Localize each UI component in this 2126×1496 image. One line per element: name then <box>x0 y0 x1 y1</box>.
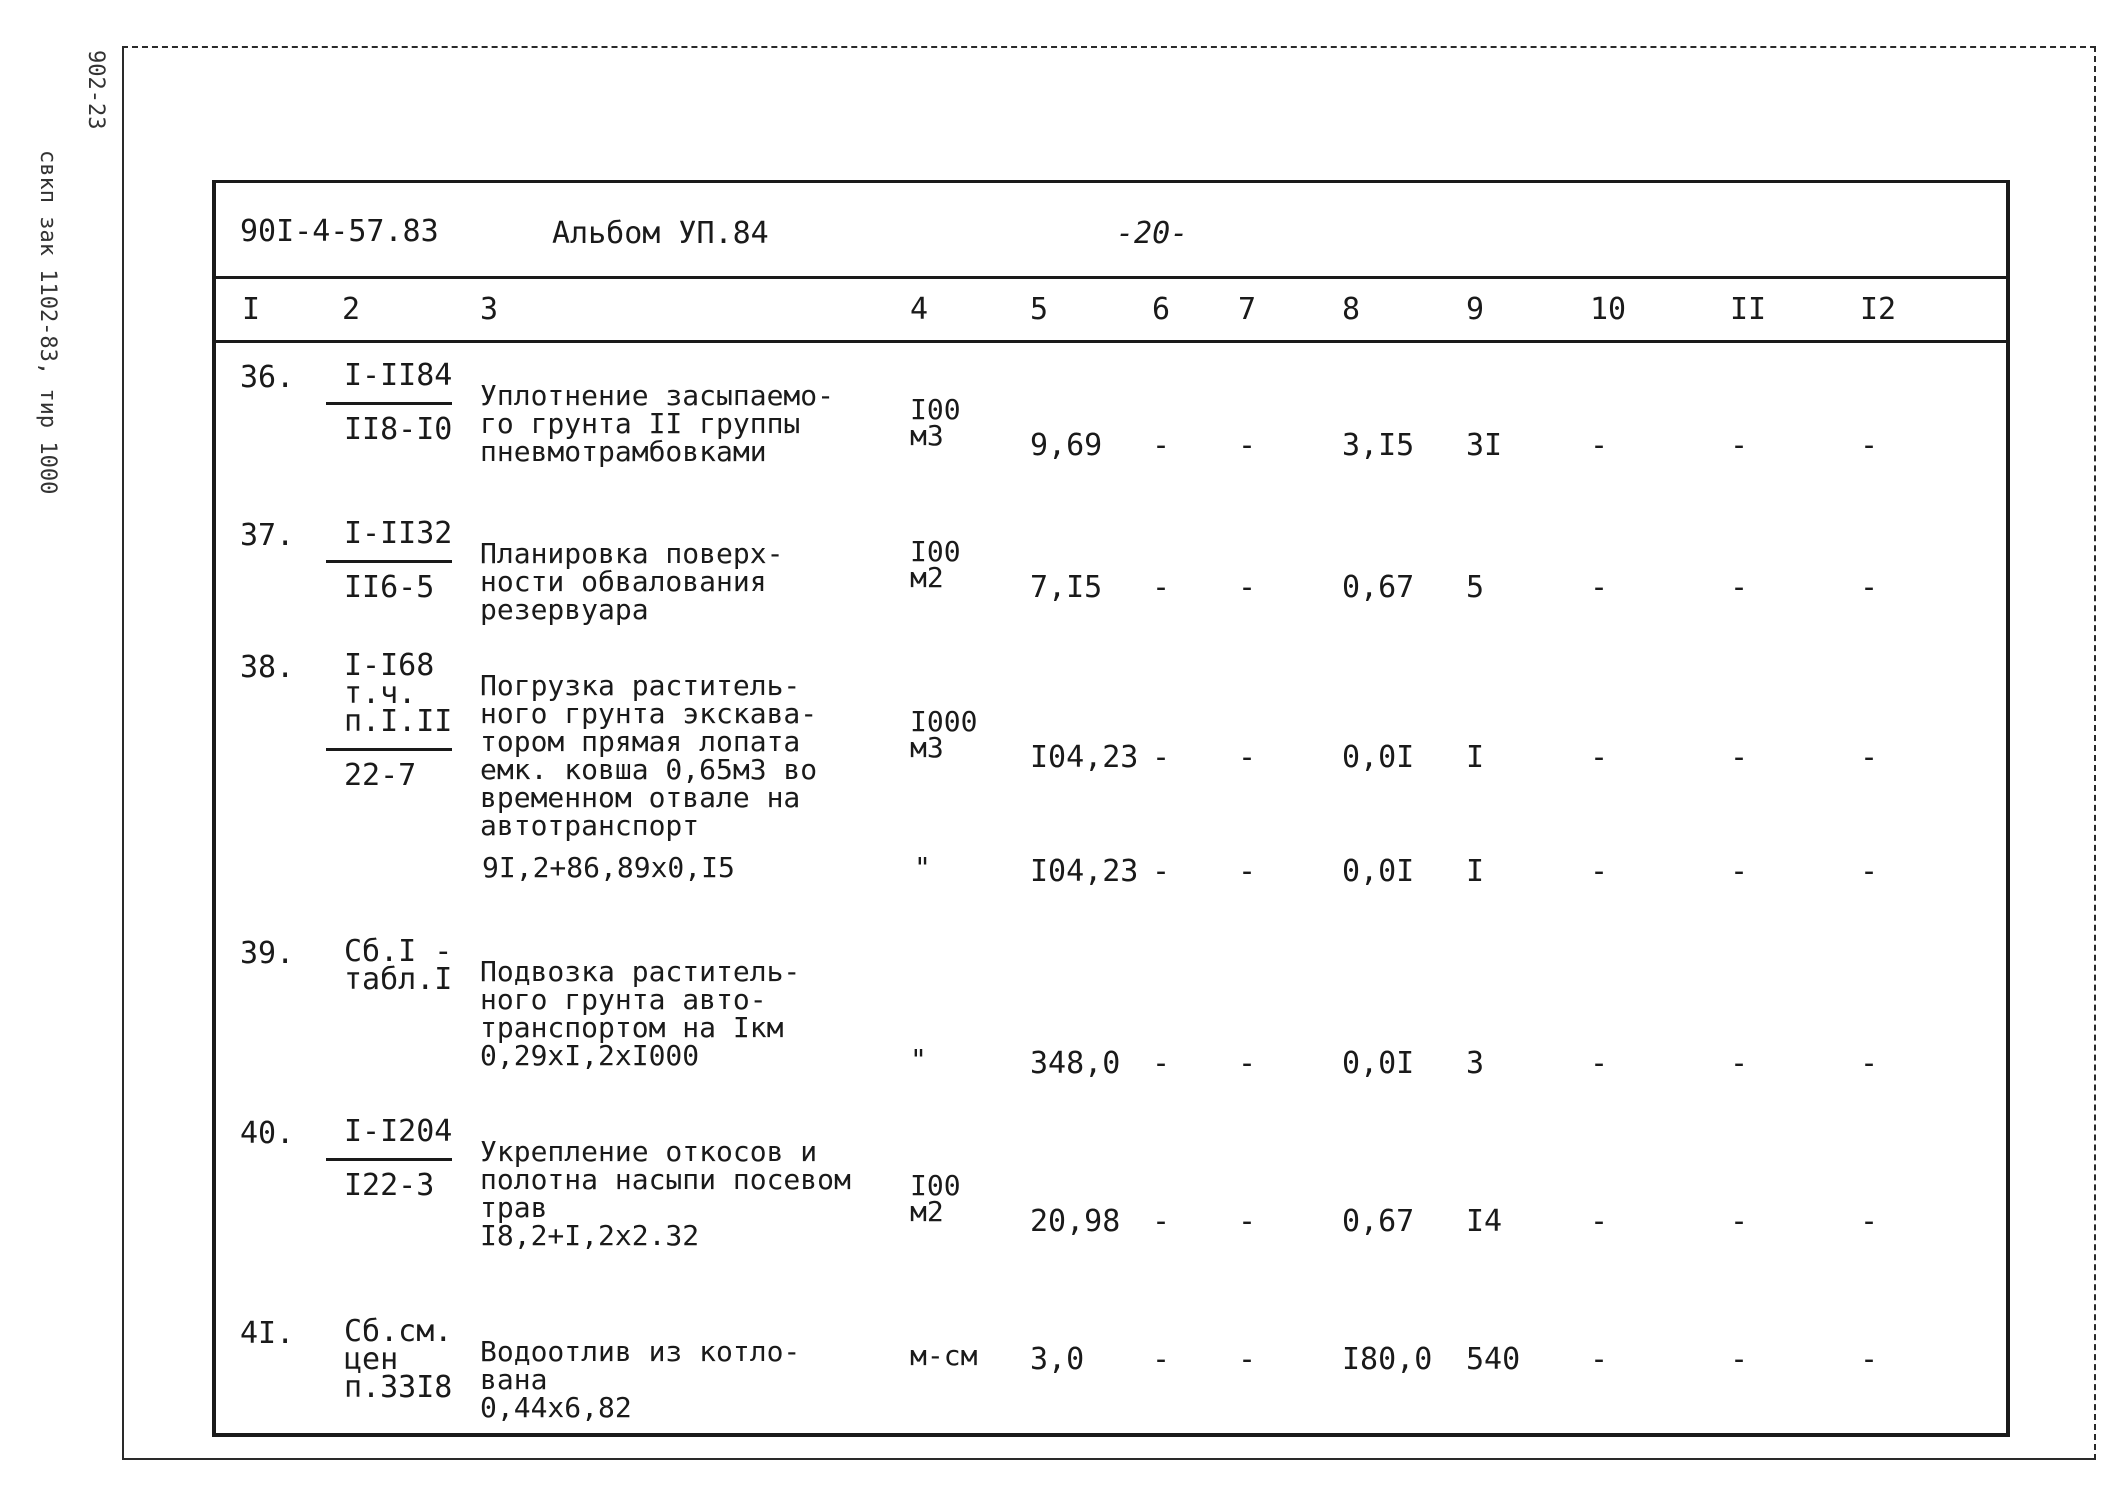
row-cell-c11: - <box>1730 1204 1749 1239</box>
row-cell-c7: - <box>1238 428 1257 463</box>
row-description-line: I8,2+I,2x2.32 <box>480 1219 700 1252</box>
row-cell-c5: 7,I5 <box>1030 570 1103 605</box>
row-unit: м3 <box>910 731 944 764</box>
header-rule <box>216 276 2006 279</box>
row-cell-c5: 9,69 <box>1030 428 1103 463</box>
margin-stamp-side: свкп зак 1102-83, тир 1000 <box>35 150 60 495</box>
row-sub-description: 9I,2+86,89x0,I5 <box>482 851 735 884</box>
row-unit: м2 <box>910 561 944 594</box>
row-unit: I000 <box>910 705 978 738</box>
row-description-line: пневмотрамбовками <box>480 435 767 468</box>
row-description-line: Укрепление откосов и <box>480 1135 818 1168</box>
row-cell-c6: - <box>1152 1204 1171 1239</box>
row-description-line: трав <box>480 1191 548 1224</box>
row-sub-cell-c11: - <box>1730 854 1749 889</box>
row-description-line: Погрузка раститель- <box>480 669 801 702</box>
row-cell-c9: 3I <box>1466 428 1503 463</box>
row-cell-c5: 20,98 <box>1030 1204 1121 1239</box>
row-sub-cell-c7: - <box>1238 854 1257 889</box>
row-code-top: цен <box>344 1342 399 1377</box>
row-cell-c12: - <box>1860 1046 1879 1081</box>
margin-stamp-top: 902-23 <box>83 50 108 130</box>
row-unit: I00 <box>910 535 961 568</box>
column-number: 9 <box>1466 292 1485 327</box>
row-number: 38. <box>240 650 295 685</box>
row-unit: I00 <box>910 393 961 426</box>
row-description-line: ного грунта авто- <box>480 983 767 1016</box>
row-cell-c8: 0,67 <box>1342 1204 1415 1239</box>
row-cell-c10: - <box>1590 1342 1609 1377</box>
row-sub-cell-c5: I04,23 <box>1030 854 1139 889</box>
row-cell-c10: - <box>1590 1204 1609 1239</box>
column-header-rule <box>216 340 2006 343</box>
column-number: 5 <box>1030 292 1049 327</box>
row-cell-c12: - <box>1860 1204 1879 1239</box>
row-cell-c5: 348,0 <box>1030 1046 1121 1081</box>
album-title: Альбом УП.84 <box>552 216 769 251</box>
row-code-top: I-I68 <box>344 648 435 683</box>
row-code-top: I-I204 <box>344 1114 453 1149</box>
row-description-line: автотранспорт <box>480 809 700 842</box>
row-cell-c8: 0,0I <box>1342 740 1415 775</box>
code-fraction-line <box>326 748 452 751</box>
row-code-bottom: II6-5 <box>344 570 435 605</box>
column-number: I2 <box>1860 292 1897 327</box>
row-cell-c8: 3,I5 <box>1342 428 1415 463</box>
row-cell-c6: - <box>1152 740 1171 775</box>
row-unit: " <box>910 1043 927 1076</box>
row-cell-c7: - <box>1238 1046 1257 1081</box>
row-cell-c11: - <box>1730 740 1749 775</box>
row-cell-c12: - <box>1860 740 1879 775</box>
row-cell-c11: - <box>1730 1046 1749 1081</box>
row-unit: м-см <box>910 1339 978 1372</box>
row-cell-c6: - <box>1152 1342 1171 1377</box>
column-number: 6 <box>1152 292 1171 327</box>
row-description-line: Подвозка раститель- <box>480 955 801 988</box>
row-cell-c9: I <box>1466 740 1485 775</box>
row-description-line: Уплотнение засыпаемо- <box>480 379 835 412</box>
row-description-line: полотна насыпи посевом <box>480 1163 851 1196</box>
column-number: 10 <box>1590 292 1627 327</box>
row-cell-c9: I4 <box>1466 1204 1503 1239</box>
row-code-top: п.33I8 <box>344 1370 453 1405</box>
row-description-line: тором прямая лопата <box>480 725 801 758</box>
row-description-line: резервуара <box>480 593 649 626</box>
row-code-bottom: I22-3 <box>344 1168 435 1203</box>
column-number: 2 <box>342 292 361 327</box>
row-description-line: 0,44x6,82 <box>480 1391 632 1424</box>
row-code-bottom: II8-I0 <box>344 412 453 447</box>
row-cell-c9: 3 <box>1466 1046 1485 1081</box>
row-number: 36. <box>240 360 295 395</box>
row-description-line: 0,29xI,2xI000 <box>480 1039 700 1072</box>
row-sub-cell-c12: - <box>1860 854 1879 889</box>
row-cell-c6: - <box>1152 570 1171 605</box>
page-number: -20- <box>1116 216 1189 251</box>
row-code-top: Сб.I - <box>344 934 453 969</box>
row-description-line: ности обвалования <box>480 565 767 598</box>
row-unit: м2 <box>910 1195 944 1228</box>
row-cell-c5: I04,23 <box>1030 740 1139 775</box>
row-code-top: I-II84 <box>344 358 453 393</box>
row-cell-c10: - <box>1590 1046 1609 1081</box>
row-cell-c7: - <box>1238 1342 1257 1377</box>
document-code: 90I-4-57.83 <box>240 214 439 249</box>
row-cell-c6: - <box>1152 1046 1171 1081</box>
row-cell-c10: - <box>1590 428 1609 463</box>
row-cell-c5: 3,0 <box>1030 1342 1085 1377</box>
row-description-line: Планировка поверх- <box>480 537 784 570</box>
row-description-line: го грунта II группы <box>480 407 801 440</box>
row-sub-cell-c10: - <box>1590 854 1609 889</box>
row-description-line: Водоотлив из котло- <box>480 1335 801 1368</box>
code-fraction-line <box>326 560 452 563</box>
row-cell-c7: - <box>1238 740 1257 775</box>
column-number: 3 <box>480 292 499 327</box>
row-cell-c8: 0,0I <box>1342 1046 1415 1081</box>
row-cell-c12: - <box>1860 1342 1879 1377</box>
code-fraction-line <box>326 1158 452 1161</box>
row-number: 37. <box>240 518 295 553</box>
row-code-bottom: 22-7 <box>344 758 417 793</box>
column-number: 8 <box>1342 292 1361 327</box>
row-cell-c9: 540 <box>1466 1342 1521 1377</box>
row-cell-c11: - <box>1730 428 1749 463</box>
row-sub-cell-c8: 0,0I <box>1342 854 1415 889</box>
row-sub-cell-c9: I <box>1466 854 1485 889</box>
row-description-line: ного грунта экскава- <box>480 697 818 730</box>
row-cell-c8: 0,67 <box>1342 570 1415 605</box>
row-cell-c7: - <box>1238 1204 1257 1239</box>
code-fraction-line <box>326 402 452 405</box>
row-number: 39. <box>240 936 295 971</box>
row-description-line: транспортом на Iкм <box>480 1011 784 1044</box>
row-cell-c11: - <box>1730 570 1749 605</box>
row-description-line: временном отвале на <box>480 781 801 814</box>
row-code-top: Сб.см. <box>344 1314 453 1349</box>
row-cell-c9: 5 <box>1466 570 1485 605</box>
row-cell-c12: - <box>1860 428 1879 463</box>
row-cell-c8: I80,0 <box>1342 1342 1433 1377</box>
row-unit: I00 <box>910 1169 961 1202</box>
column-number: I <box>242 292 261 327</box>
row-sub-unit: " <box>914 851 931 884</box>
row-number: 40. <box>240 1116 295 1151</box>
row-code-top: п.I.II <box>344 704 453 739</box>
row-cell-c11: - <box>1730 1342 1749 1377</box>
row-cell-c10: - <box>1590 570 1609 605</box>
row-cell-c7: - <box>1238 570 1257 605</box>
column-number: II <box>1730 292 1767 327</box>
column-number: 7 <box>1238 292 1257 327</box>
row-number: 4I. <box>240 1316 295 1351</box>
row-cell-c6: - <box>1152 428 1171 463</box>
row-description-line: вана <box>480 1363 548 1396</box>
row-sub-cell-c6: - <box>1152 854 1171 889</box>
row-cell-c12: - <box>1860 570 1879 605</box>
row-cell-c10: - <box>1590 740 1609 775</box>
row-unit: м3 <box>910 419 944 452</box>
row-description-line: емк. ковша 0,65м3 во <box>480 753 818 786</box>
column-number: 4 <box>910 292 929 327</box>
row-code-top: I-II32 <box>344 516 453 551</box>
row-code-top: т.ч. <box>344 676 417 711</box>
row-code-top: табл.I <box>344 962 453 997</box>
